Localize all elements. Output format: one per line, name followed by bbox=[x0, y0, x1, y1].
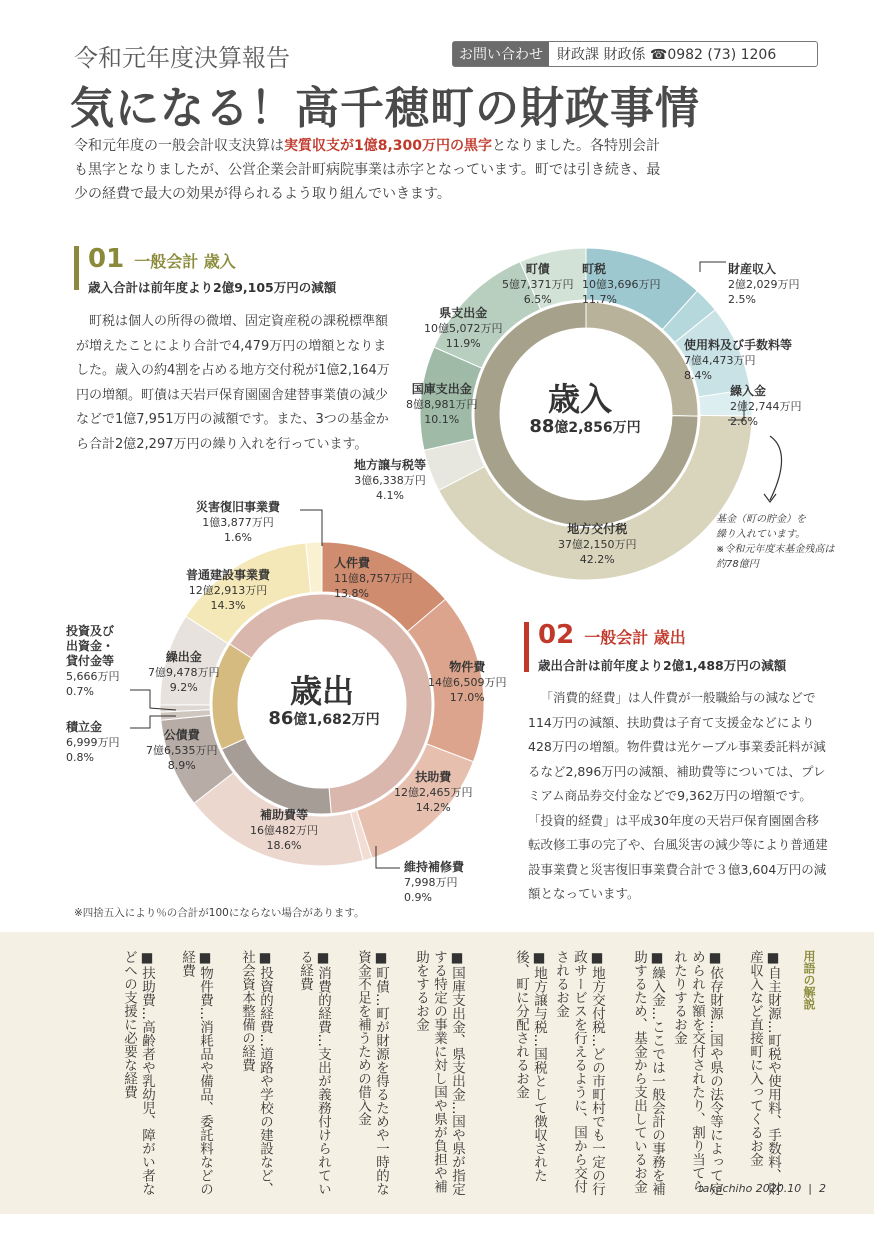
label-joyo: 地方譲与税等 3億6,338万円 4.1% bbox=[354, 458, 427, 502]
label-kokko: 国庫支出金 8億8,981万円 10.1% bbox=[406, 382, 478, 426]
section-01-subtitle: 歳入合計は前年度より2億9,105万円の減額 bbox=[88, 280, 337, 295]
glossary-entry: ■扶助費…高齢者や乳幼児、障がい者などへの支援に必要な経費 bbox=[121, 950, 155, 1196]
glossary-entry: ■地方交付税…どの市町村でも一定の行政サービスを行えるように、国から交付されるお金 bbox=[553, 950, 605, 1196]
section-02-subtitle: 歳出合計は前年度より2億1,488万円の減額 bbox=[538, 658, 787, 673]
glossary-entry: ■投資的経費…道路や学校の建設など、社会資本整備の経費 bbox=[239, 950, 273, 1196]
section-01-name: 一般会計 歳入 bbox=[134, 252, 236, 271]
label-bukken: 物件費 14億6,509万円 17.0% bbox=[428, 660, 507, 704]
glossary-entry: ■消費的経費…支出が義務付けられている経費 bbox=[297, 950, 331, 1196]
label-fujo: 扶助費 12億2,465万円 14.2% bbox=[394, 770, 473, 814]
label-tsumitate: 積立金 6,999万円 0.8% bbox=[66, 720, 120, 764]
note-arrow bbox=[770, 436, 782, 500]
revenue-center-total bbox=[505, 416, 665, 437]
section-01-body: 町税は個人の所得の微増、固定資産税の課税標準額が増えたことにより合計で4,479万円の増額となりました。歳入の約4割を占める地方交付税が1億2,164万円の増額。町債は天岩戸保育園園舎建替事業債の減少などで1億7,951万円の減額です。また、3つの基金から合計2億2,297万円の繰り入れを行っています。 bbox=[76, 314, 390, 452]
footnote: ※四捨五入により％の合計が100にならない場合があります。 bbox=[74, 907, 365, 919]
label-kosai: 公債費 7億6,535万円 8.9% bbox=[146, 728, 218, 772]
label-shiyo: 使用料及び手数料等 7億4,473万円 8.4% bbox=[684, 338, 793, 382]
label-iji: 維持補修費 7,998万円 0.9% bbox=[404, 860, 465, 904]
label-futsu: 普通建設事業費 12億2,913万円 14.3% bbox=[186, 568, 271, 612]
expense-total-big: 86 bbox=[268, 708, 294, 729]
label-chosai: 町債 5億7,371万円 6.5% bbox=[502, 262, 574, 306]
page-title: 気になる！高千穂町の財政事情 bbox=[70, 83, 700, 134]
glossary-entry: ■自主財源…町税や使用料、手数料、財産収入など直接町に入ってくるお金 bbox=[747, 950, 781, 1196]
glossary-entry: ■依存財源…国や県の法令等によって定められた額を交付されたり、割り当てられたりするお金 bbox=[671, 950, 723, 1196]
label-choze: 町税 10億3,696万円 11.7% bbox=[582, 262, 661, 306]
label-saigai: 災害復旧事業費 1億3,877万円 1.6% bbox=[196, 500, 281, 544]
leader-saigai bbox=[300, 510, 322, 546]
label-toshi: 投資及び 出資金・ 貸付金等 5,666万円 0.7% bbox=[66, 624, 120, 698]
section-02-heading bbox=[538, 620, 686, 650]
label-kuridashi: 繰出金 7億9,478万円 9.2% bbox=[148, 650, 220, 694]
label-hojo: 補助費等 16億482万円 18.6% bbox=[250, 808, 318, 852]
contact-text: 財政課 財政係 ☎0982 (73) 1206 bbox=[557, 47, 777, 63]
contact-label: お問い合わせ bbox=[453, 42, 549, 66]
section-02-name: 一般会計 歳出 bbox=[584, 628, 686, 647]
label-kofu: 地方交付税 37億2,150万円 42.2% bbox=[558, 522, 637, 566]
expense-center-title: 歳出 bbox=[289, 672, 354, 710]
report-subtitle: 令和元年度決算報告 bbox=[74, 44, 290, 72]
leader-zaisan bbox=[700, 262, 726, 272]
glossary-entry: ■物件費…消耗品や備品、委託料などの経費 bbox=[179, 950, 213, 1196]
lead-part2: となりました。各特別会計も黒字となりましたが、公営企業会計町病院事業は赤字となっています。町では引き続き、最少の経費で最大の効果が得られるよう取り組んでいきます。 bbox=[74, 138, 661, 202]
label-ken: 県支出金 10億5,072万円 11.9% bbox=[424, 306, 503, 350]
revenue-total-big: 88 bbox=[529, 416, 555, 437]
expense-total-rest: 億1,682万円 bbox=[293, 712, 380, 728]
revenue-total-rest: 億2,856万円 bbox=[554, 420, 641, 436]
glossary-title: 用語の解説 bbox=[802, 950, 816, 1010]
section-02-number: 02 bbox=[538, 620, 575, 650]
note-arrowhead bbox=[764, 494, 776, 502]
expense-center-total bbox=[244, 708, 404, 729]
glossary-entry: ■地方譲与税…国税として徴収された後、町に分配されるお金 bbox=[513, 950, 547, 1182]
glossary-entry: ■繰入金…ここでは一般会計の事務を補助するため、基金から支出しているお金 bbox=[631, 950, 665, 1196]
section-02-bar bbox=[524, 622, 529, 672]
page-number: 2 bbox=[819, 1182, 826, 1195]
lead-part1: 令和元年度の一般会計収支決算は bbox=[74, 138, 284, 154]
label-zaisan: 財産収入 2億2,029万円 2.5% bbox=[728, 262, 800, 306]
label-kurire: 繰入金 2億2,744万円 2.6% bbox=[730, 384, 802, 428]
label-jinken: 人件費 11億8,757万円 13.8% bbox=[334, 556, 413, 600]
revenue-center-title: 歳入 bbox=[547, 380, 612, 418]
glossary-entry: ■国庫支出金、県支出金…国や県が指定する特定の事業に対し国や県が負担や補助をするお金 bbox=[413, 950, 465, 1196]
footer: takachiho 2020.10 | 2 bbox=[698, 1182, 826, 1195]
fund-note: 基金（町の貯金）を 繰り入れています。 ※令和元年度末基金残高は 約78億円 bbox=[716, 514, 835, 570]
section-01-number: 01 bbox=[88, 244, 125, 274]
glossary-entry: ■町債…町が財源を得るためや一時的な資金不足を補うための借入金 bbox=[355, 950, 389, 1196]
footer-mag: takachiho 2020.10 bbox=[698, 1182, 802, 1195]
lead-highlight: 実質収支が1億8,300万円の黒字 bbox=[284, 138, 493, 154]
section-02-body: 「消費的経費」は人件費が一般職給与の減などで114万円の減額、扶助費は子育て支援金などにより428万円の増額。物件費は光ケーブル事業委託料が減るなど2,896万円の減額、補助費等については、プレミアム商品券交付金などで9,362万円の増額です。「投資的経費」は平成30年度の天岩戸保育園園舎移転改修工事の完了や、台風災害の減少等により普通建設事業費と災害復旧事業費合計で３億3,604万円の減額となっています。 bbox=[528, 690, 828, 901]
